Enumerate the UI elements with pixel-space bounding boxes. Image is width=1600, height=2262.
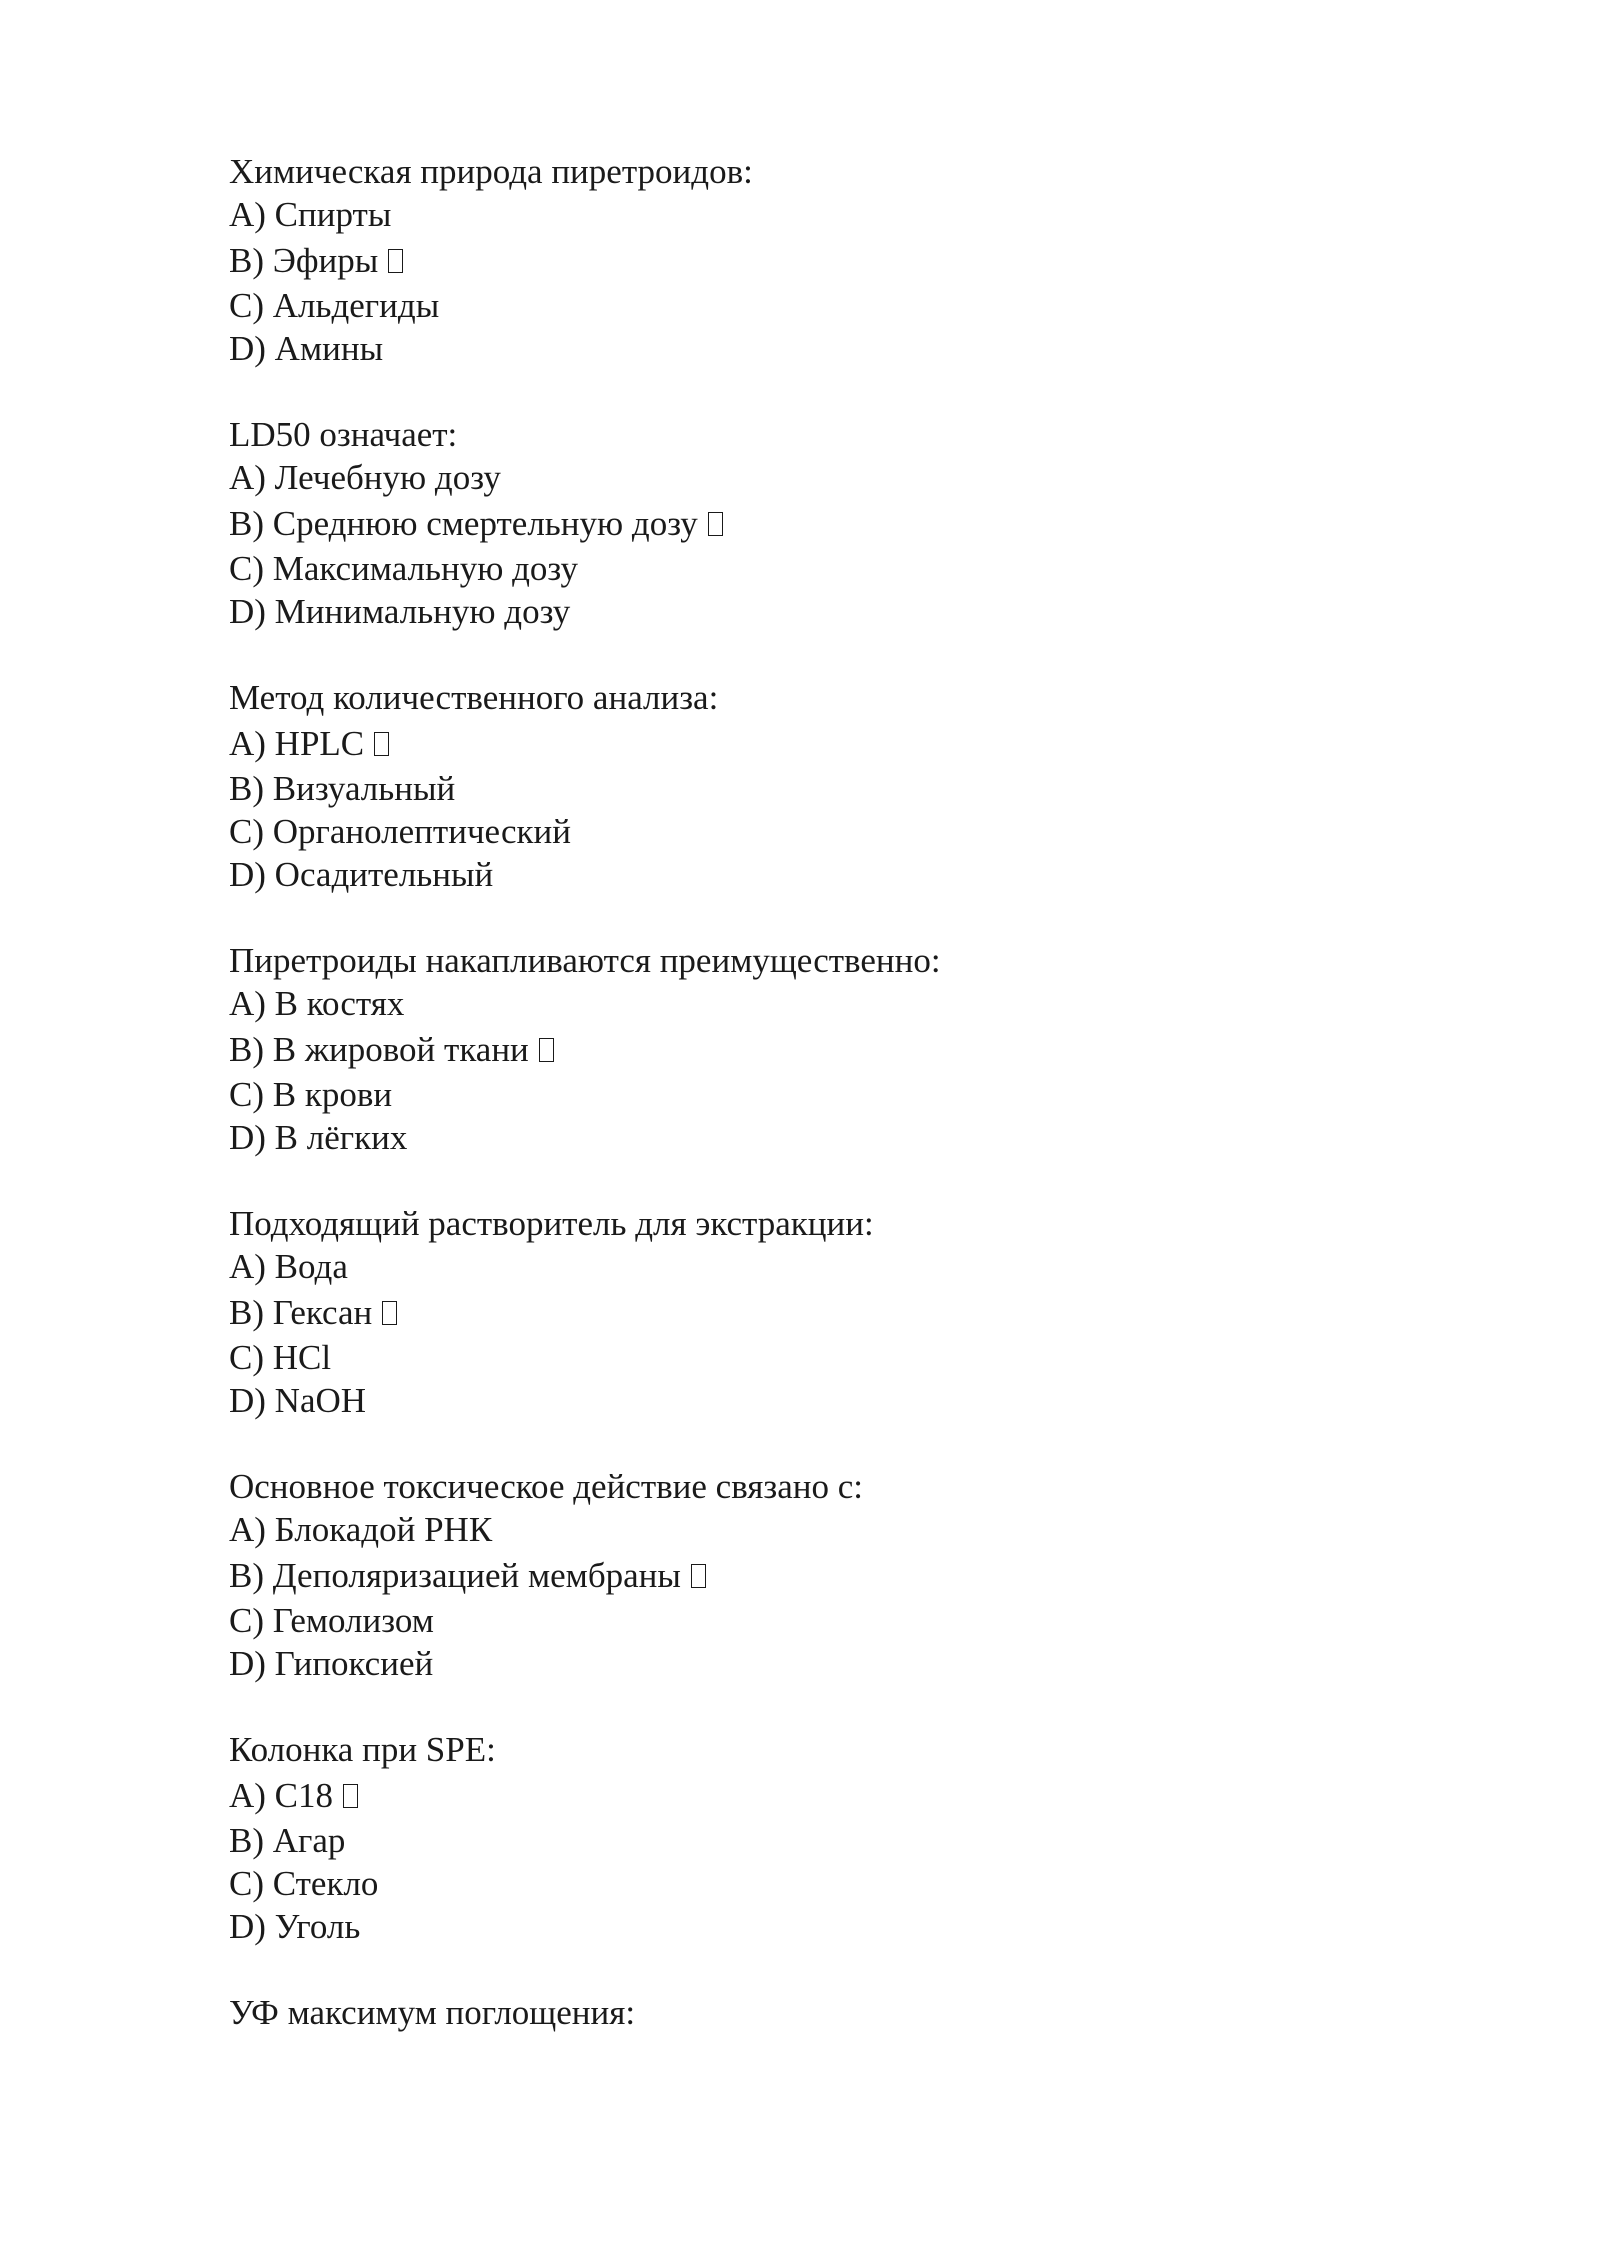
answer-option-label: A) C18 <box>229 1776 334 1815</box>
answer-option <box>229 1862 1429 1905</box>
answer-option <box>229 456 1429 499</box>
answer-option-label: A) В костях <box>229 984 405 1023</box>
question-block <box>229 1202 1429 1422</box>
answer-option-label: D) Гипоксией <box>229 1644 434 1683</box>
answer-option-label: D) Амины <box>229 329 384 368</box>
answer-option <box>229 236 1429 284</box>
answer-option-label: D) Уголь <box>229 1907 361 1946</box>
answer-option-label: D) В лёгких <box>229 1118 408 1157</box>
question-text: УФ максимум поглощения: <box>229 1993 636 2032</box>
answer-option-label: C) Гемолизом <box>229 1601 434 1640</box>
answer-option-label: D) Осадительный <box>229 855 494 894</box>
answer-option <box>229 719 1429 767</box>
question-text: LD50 означает: <box>229 415 458 454</box>
answer-option-label: B) Эфиры <box>229 241 379 280</box>
answer-option-label: A) Лечебную дозу <box>229 458 501 497</box>
correct-answer-box-icon <box>343 1784 358 1808</box>
answer-option <box>229 1073 1429 1116</box>
answer-option <box>229 853 1429 896</box>
answer-option <box>229 1245 1429 1288</box>
answer-option-label: A) HPLC <box>229 724 365 763</box>
answer-option <box>229 1508 1429 1551</box>
answer-option-label: C) Стекло <box>229 1864 379 1903</box>
correct-answer-box-icon <box>691 1564 706 1588</box>
answer-option <box>229 590 1429 633</box>
question-block <box>229 150 1429 370</box>
answer-option <box>229 1599 1429 1642</box>
answer-option-label: A) Вода <box>229 1247 348 1286</box>
answer-option <box>229 767 1429 810</box>
answer-option <box>229 982 1429 1025</box>
question-text: Подходящий растворитель для экстракции: <box>229 1204 874 1243</box>
answer-option-label: B) Визуальный <box>229 769 456 808</box>
answer-option-label: B) Среднюю смертельную дозу <box>229 504 698 543</box>
answer-option <box>229 1288 1429 1336</box>
answer-option-label: C) Органолептический <box>229 812 571 851</box>
answer-option-label: B) В жировой ткани <box>229 1030 529 1069</box>
answer-option-label: C) HCl <box>229 1338 332 1377</box>
answer-option <box>229 193 1429 236</box>
answer-option <box>229 284 1429 327</box>
answer-option-label: C) Альдегиды <box>229 286 440 325</box>
correct-answer-box-icon <box>374 732 389 756</box>
quiz-content <box>229 150 1429 2077</box>
answer-option <box>229 1025 1429 1073</box>
question-text: Химическая природа пиретроидов: <box>229 152 753 191</box>
question-block <box>229 939 1429 1159</box>
question-block <box>229 1991 1429 2034</box>
answer-option-label: D) Минимальную дозу <box>229 592 571 631</box>
correct-answer-box-icon <box>539 1038 554 1062</box>
answer-option-label: A) Блокадой РНК <box>229 1510 493 1549</box>
answer-option <box>229 1336 1429 1379</box>
answer-option-label: B) Гексан <box>229 1293 373 1332</box>
answer-option <box>229 1551 1429 1599</box>
question-text: Метод количественного анализа: <box>229 678 719 717</box>
question-block <box>229 676 1429 896</box>
correct-answer-box-icon <box>382 1301 397 1325</box>
answer-option-label: C) В крови <box>229 1075 393 1114</box>
answer-option <box>229 547 1429 590</box>
answer-option <box>229 1819 1429 1862</box>
answer-option <box>229 1116 1429 1159</box>
answer-option-label: A) Спирты <box>229 195 392 234</box>
answer-option-label: D) NaOH <box>229 1381 367 1420</box>
answer-option-label: B) Агар <box>229 1821 346 1860</box>
answer-option <box>229 810 1429 853</box>
answer-option-label: C) Максимальную дозу <box>229 549 579 588</box>
question-block <box>229 1728 1429 1948</box>
question-text: Колонка при SPE: <box>229 1730 496 1769</box>
correct-answer-box-icon <box>708 512 723 536</box>
answer-option <box>229 1379 1429 1422</box>
question-text: Пиретроиды накапливаются преимущественно: <box>229 941 941 980</box>
answer-option <box>229 1642 1429 1685</box>
correct-answer-box-icon <box>388 249 403 273</box>
answer-option <box>229 327 1429 370</box>
question-block <box>229 413 1429 633</box>
answer-option <box>229 1905 1429 1948</box>
answer-option <box>229 499 1429 547</box>
question-block <box>229 1465 1429 1685</box>
answer-option <box>229 1771 1429 1819</box>
question-text: Основное токсическое действие связано с: <box>229 1467 863 1506</box>
answer-option-label: B) Деполяризацией мембраны <box>229 1556 681 1595</box>
